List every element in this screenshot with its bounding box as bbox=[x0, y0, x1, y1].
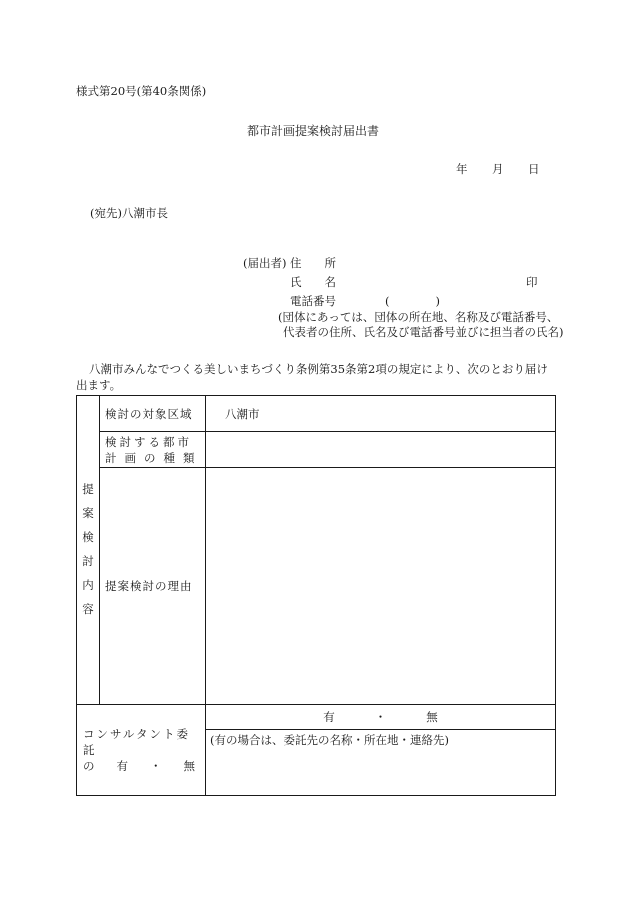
phone-parens: ( ) bbox=[385, 294, 440, 308]
body-text-line2: 出ます。 bbox=[76, 378, 122, 392]
proposal-reason-value bbox=[206, 468, 556, 705]
name-label: 氏 名 bbox=[290, 275, 336, 289]
consultant-label-line1: コンサルタント委託 bbox=[83, 727, 190, 757]
proposal-table bbox=[76, 395, 556, 796]
phone-label: 電話番号 bbox=[290, 294, 336, 308]
body-text-line1: 八潮市みんなでつくる美しいまちづくり条例第35条第2項の規定により、次のとおり届け bbox=[89, 362, 548, 376]
consultant-options bbox=[206, 705, 556, 730]
section-label: 提 案 検 討 内 容 bbox=[82, 482, 94, 616]
form-number: 様式第20号(第40条関係) bbox=[76, 84, 207, 98]
date-day-label: 日 bbox=[528, 162, 540, 176]
organization-note-line2: 代表者の住所、氏名及び電話番号並びに担当者の氏名) bbox=[283, 325, 564, 339]
option-yes: 有 bbox=[323, 710, 335, 724]
consultant-note: (有の場合は、委託先の名称・所在地・連絡先) bbox=[206, 730, 556, 796]
target-area-value: 八潮市 bbox=[206, 396, 556, 432]
date-month-label: 月 bbox=[492, 162, 504, 176]
consultant-label-cell bbox=[77, 705, 206, 796]
target-area-label: 検討の対象区域 bbox=[100, 396, 206, 432]
address-label: 住 所 bbox=[290, 256, 336, 270]
plan-type-value bbox=[206, 432, 556, 468]
option-separator: ・ bbox=[374, 710, 387, 724]
date-year-label: 年 bbox=[456, 162, 468, 176]
proposal-reason-label: 提案検討の理由 bbox=[100, 468, 206, 705]
applicant-role-label: (届出者) bbox=[243, 256, 287, 270]
option-no: 無 bbox=[426, 710, 438, 724]
document-title: 都市計画提案検討届出書 bbox=[247, 124, 380, 138]
seal-mark: 印 bbox=[526, 275, 538, 289]
addressee: (宛先)八潮市長 bbox=[90, 206, 168, 220]
organization-note-line1: (団体にあっては、団体の所在地、名称及び電話番号、 bbox=[278, 310, 559, 324]
consultant-label-line2: の 有 ・ 無 bbox=[83, 759, 195, 773]
plan-type-label: 検討する都市 計画の種類 bbox=[100, 432, 206, 468]
section-label-cell bbox=[77, 396, 100, 705]
